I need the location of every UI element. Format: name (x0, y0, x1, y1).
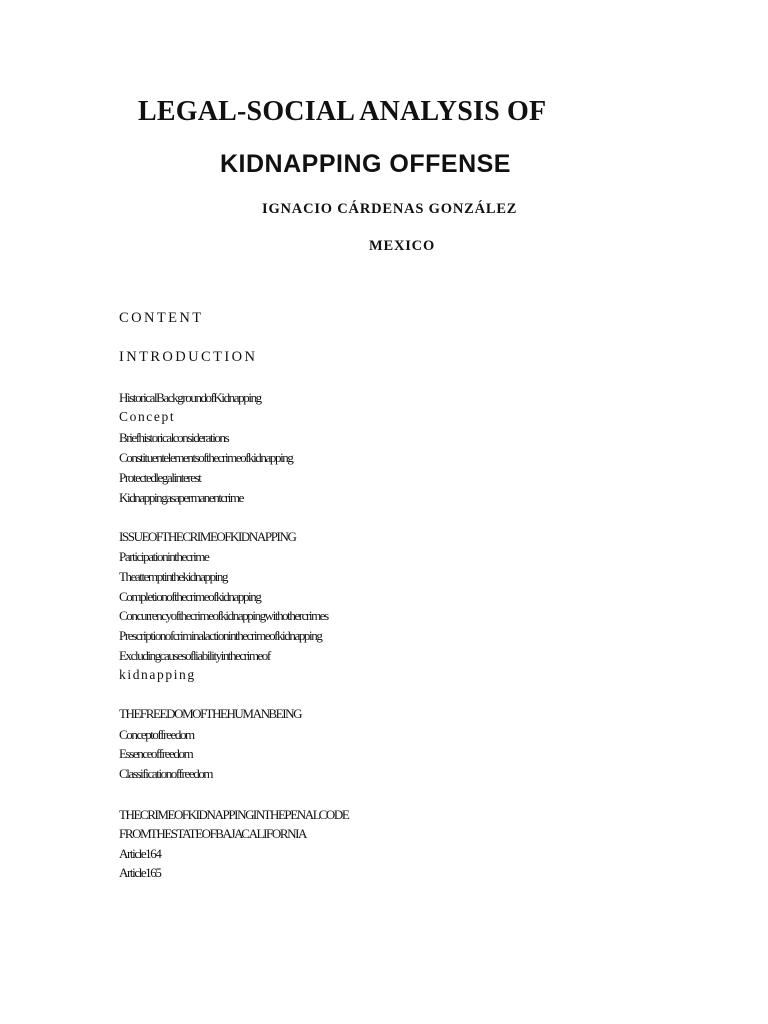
freedom-heading: THE FREEDOM OF THE HUMAN BEING (119, 706, 302, 721)
toc-item-attempt: The attempt in the kidnapping (119, 569, 228, 584)
content-heading: CONTENT (119, 310, 204, 326)
author-name: IGNACIO CÁRDENAS GONZÁLEZ (262, 201, 518, 217)
toc-item-essence-of-freedom: Essence of freedom (119, 746, 193, 761)
introduction-heading: INTRODUCTION (119, 349, 258, 365)
toc-item-classification-of-freedom: Classification of freedom (119, 766, 213, 781)
penal-code-heading-line-2: FROM THE STATE OF BAJA CALIFORNIA (119, 826, 307, 841)
country: MEXICO (369, 238, 436, 254)
issue-heading: ISSUE OF THE CRIME OF KIDNAPPING (119, 529, 296, 544)
toc-item-constituent-elements: Constituent elements of the crime of kidnapping (119, 450, 293, 465)
title-line-2: KIDNAPPING OFFENSE (220, 150, 511, 178)
toc-item-participation: Participation in the crime (119, 549, 209, 564)
toc-item-article-165: Article 165 (119, 865, 161, 880)
penal-code-heading-line-1: THE CRIME OF KIDNAPPING IN THE PENAL CODE (119, 807, 349, 822)
toc-item-concurrency: Concurrency of the crime of kidnapping with other crimes (119, 608, 328, 623)
toc-item-concept: Concept (119, 409, 176, 424)
toc-item-kidnapping-continued: kidnapping (119, 667, 196, 682)
toc-item-excluding-causes: Excluding causes of liability in the crime of (119, 648, 270, 663)
toc-item-brief-historical: Brief historical considerations (119, 430, 229, 445)
toc-item-protected-legal-interest: Protected legal interest (119, 470, 201, 485)
toc-item-completion: Completion of the crime of kidnapping (119, 589, 261, 604)
toc-item-concept-of-freedom: Concept of freedom (119, 727, 194, 742)
title-line-1: LEGAL-SOCIAL ANALYSIS OF (138, 96, 547, 127)
toc-item-permanent-crime: Kidnapping as a permanent crime (119, 490, 244, 505)
toc-item-historical-background: Historical Background of Kidnapping (119, 390, 261, 405)
toc-item-article-164: Article 164 (119, 846, 161, 861)
toc-item-prescription: Prescription of criminal action in the crime of kidnapping (119, 628, 322, 643)
